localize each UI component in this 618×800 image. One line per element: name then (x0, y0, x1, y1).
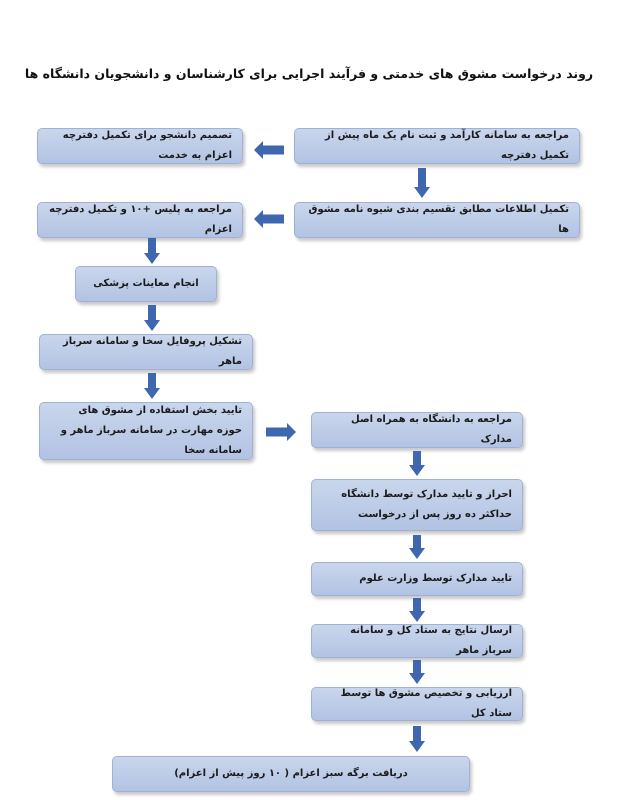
step-complete-info: تکمیل اطلاعات مطابق تقسیم بندی شیوه نامه مشوق ها (294, 202, 580, 238)
step-police-plus10: مراجعه به پلیس +۱۰ و تکمیل دفترچه اعزام (37, 202, 243, 238)
arrow-down-icon (409, 451, 425, 476)
arrow-down-icon (409, 660, 425, 684)
arrow-right-icon (266, 423, 296, 441)
arrow-down-icon (414, 168, 430, 198)
arrow-down-icon (144, 373, 160, 399)
arrow-down-icon (144, 305, 160, 331)
step-student-decision: تصمیم دانشجو برای تکمیل دفترچه اعزام به خدمت (37, 128, 243, 164)
diagram-title: روند درخواست مشوق های خدمتی و فرآیند اجرایی برای کارشناسان و دانشجویان دانشگاه ها (24, 66, 594, 81)
arrow-left-icon (254, 210, 284, 228)
arrow-down-icon (409, 598, 425, 622)
step-send-results: ارسال نتایج به ستاد کل و سامانه سرباز ماهر (311, 624, 523, 658)
step-visit-university: مراجعه به دانشگاه به همراه اصل مدارک (311, 412, 523, 448)
step-skill-incentive-approval: تایید بخش استفاده از مشوق های حوزه مهارت در سامانه سرباز ماهر و سامانه سخا (39, 402, 253, 460)
step-register-karamad: مراجعه به سامانه کارآمد و ثبت نام یک ماه پیش از تکمیل دفترچه (294, 128, 580, 164)
arrow-down-icon (409, 726, 425, 752)
arrow-left-icon (254, 141, 284, 159)
step-ministry-verify: تایید مدارک توسط وزارت علوم (311, 562, 523, 596)
arrow-down-icon (144, 238, 160, 264)
step-sakha-profile: تشکیل پروفایل سخا و سامانه سرباز ماهر (39, 334, 253, 370)
arrow-down-icon (409, 535, 425, 559)
step-green-sheet: دریافت برگه سبز اعزام ( ۱۰ روز پیش از اعزام) (112, 756, 470, 792)
step-evaluate-allocate: ارزیابی و تخصیص مشوق ها توسط ستاد کل (311, 687, 523, 721)
step-medical-exam: انجام معاینات پزشکی (75, 266, 217, 302)
step-university-verify: احراز و تایید مدارک توسط دانشگاه حداکثر ده روز پس از درخواست (311, 479, 523, 531)
